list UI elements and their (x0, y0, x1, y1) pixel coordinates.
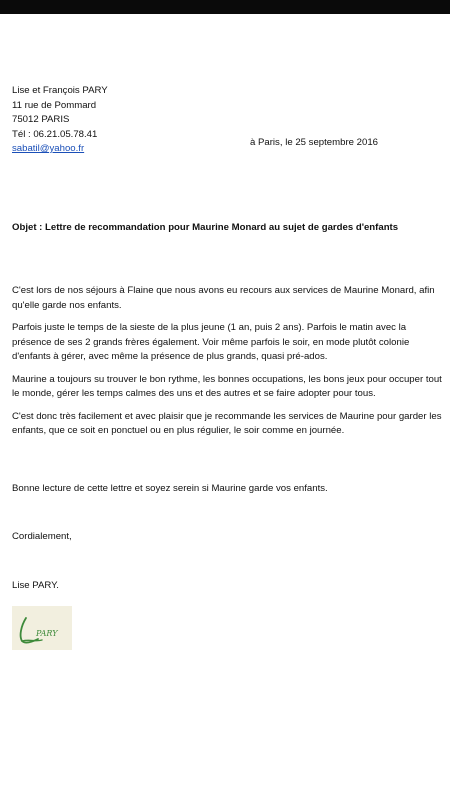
body-paragraph-1: C'est lors de nos séjours à Flaine que nous avons eu recours aux services de Maurine Monard, afin qu'elle garde nos enfants. (12, 285, 435, 311)
handwritten-signature (12, 606, 72, 650)
closing-line: Bonne lecture de cette lettre et soyez serein si Maurine garde vos enfants. (12, 483, 328, 494)
body-paragraph-2: Parfois juste le temps de la sieste de la plus jeune (1 an, puis 2 ans). Parfois le matin avec la présence de ses 2 grands frères également. Voir même parfois le soir, en mode plutôt colonie d'enfants à gérer, avec même la présence de plus grands, quasi pré-ados. (12, 322, 410, 362)
sender-city: 75012 PARIS (12, 114, 70, 125)
letter-page (0, 14, 450, 800)
sender-street: 11 rue de Pommard (12, 99, 97, 111)
sender-email-link[interactable]: sabatil@yahoo.fr (12, 143, 85, 154)
body-paragraph-3: Maurine a toujours su trouver le bon rythme, les bonnes occupations, les bons jeux pour occuper tout le monde, gérer les temps calmes des uns et des autres et se faire adopter pour tous. (12, 373, 442, 399)
signature-icon (12, 606, 72, 650)
body-paragraph-4: C'est donc très facilement et avec plaisir que je recommande les services de Maurine pour garder les enfants, que ce soit en ponctuel ou en plus régulier, le soir comme en journée. (12, 410, 442, 436)
letter-body (12, 284, 442, 447)
letter-subject: Objet : Lettre de recommandation pour Maurine Monard au sujet de gardes d'enfants (12, 222, 399, 233)
signatory-name: Lise PARY. (12, 580, 59, 591)
sender-phone: Tél : 06.21.05.78.41 (12, 128, 98, 140)
status-bar (0, 0, 450, 14)
svg-text:PARY: PARY (36, 629, 58, 638)
sender-name: Lise et François PARY (12, 85, 108, 96)
salutation: Cordialement, (12, 531, 72, 542)
sender-address-block (12, 84, 108, 157)
place-date: à Paris, le 25 septembre 2016 (250, 137, 378, 148)
